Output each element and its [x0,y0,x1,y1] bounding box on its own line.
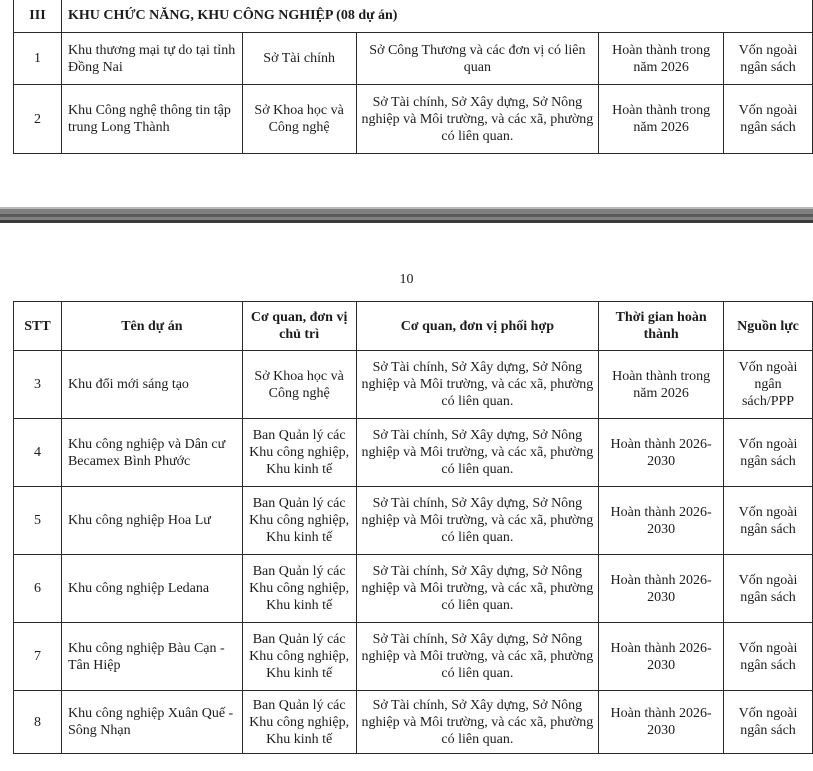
table-header-row [14,302,813,351]
header-name: Tên dự án [61,302,242,351]
cell-coop: Sở Tài chính, Sở Xây dựng, Sở Nông nghiệp và Môi trường, và các xã, phường có liên quan. [356,555,599,623]
cell-stt: 4 [14,419,62,487]
cell-lead: Ban Quản lý các Khu công nghiệp, Khu kinh tế [242,555,356,623]
header-coop: Cơ quan, đơn vị phối hợp [356,302,599,351]
cell-stt: 1 [14,33,62,85]
table-row [14,419,813,487]
cell-name: Khu công nghiệp Bàu Cạn - Tân Hiệp [61,623,242,691]
section-title: KHU CHỨC NĂNG, KHU CÔNG NGHIỆP (08 dự án) [61,0,812,33]
header-lead: Cơ quan, đơn vị chủ trì [242,302,356,351]
cell-coop: Sở Tài chính, Sở Xây dựng, Sở Nông nghiệp và Môi trường, và các xã, phường có liên quan. [356,85,599,154]
table-row [14,351,813,419]
cell-coop: Sở Tài chính, Sở Xây dựng, Sở Nông nghiệp và Môi trường, và các xã, phường có liên quan. [356,351,599,419]
cell-coop: Sở Tài chính, Sở Xây dựng, Sở Nông nghiệp và Môi trường, và các xã, phường có liên quan. [356,691,599,754]
header-resource: Nguồn lực [724,302,813,351]
cell-coop: Sở Tài chính, Sở Xây dựng, Sở Nông nghiệp và Môi trường, và các xã, phường có liên quan. [356,623,599,691]
cell-time: Hoàn thành 2026-2030 [599,555,724,623]
table-row [14,487,813,555]
header-stt: STT [14,302,62,351]
cell-lead: Sở Khoa học và Công nghệ [242,351,356,419]
cell-resource: Vốn ngoài ngân sách [724,623,813,691]
cell-resource: Vốn ngoài ngân sách [724,555,813,623]
page-separator [0,207,813,223]
cell-stt: 8 [14,691,62,754]
cell-lead: Ban Quản lý các Khu công nghiệp, Khu kinh tế [242,623,356,691]
cell-name: Khu Công nghệ thông tin tập trung Long Thành [61,85,242,154]
section-header-row [14,0,813,33]
cell-time: Hoàn thành trong năm 2026 [599,351,724,419]
cell-stt: 7 [14,623,62,691]
cell-resource: Vốn ngoài ngân sách [724,85,813,154]
cell-name: Khu công nghiệp Ledana [61,555,242,623]
cell-time: Hoàn thành 2026-2030 [599,487,724,555]
cell-resource: Vốn ngoài ngân sách/PPP [724,351,813,419]
project-table [13,301,813,754]
table-header [14,302,813,351]
cell-time: Hoàn thành trong năm 2026 [599,33,724,85]
table-row [14,623,813,691]
cell-lead: Sở Khoa học và Công nghệ [242,85,356,154]
cell-lead: Ban Quản lý các Khu công nghiệp, Khu kinh tế [242,691,356,754]
cell-time: Hoàn thành 2026-2030 [599,691,724,754]
cell-name: Khu đổi mới sáng tạo [61,351,242,419]
cell-time: Hoàn thành trong năm 2026 [599,85,724,154]
table-body [14,351,813,754]
cell-time: Hoàn thành 2026-2030 [599,623,724,691]
cell-name: Khu công nghiệp Hoa Lư [61,487,242,555]
cell-name: Khu thương mại tự do tại tỉnh Đồng Nai [61,33,242,85]
cell-stt: 5 [14,487,62,555]
top-table [13,0,813,154]
cell-stt: 2 [14,85,62,154]
cell-stt: 6 [14,555,62,623]
cell-time: Hoàn thành 2026-2030 [599,419,724,487]
cell-resource: Vốn ngoài ngân sách [724,33,813,85]
cell-resource: Vốn ngoài ngân sách [724,691,813,754]
cell-resource: Vốn ngoài ngân sách [724,487,813,555]
cell-coop: Sở Tài chính, Sở Xây dựng, Sở Nông nghiệp và Môi trường, và các xã, phường có liên quan. [356,487,599,555]
top-table-body [14,0,813,154]
table-row [14,691,813,754]
table-row [14,85,813,154]
cell-name: Khu công nghiệp Xuân Quế - Sông Nhạn [61,691,242,754]
cell-lead: Ban Quản lý các Khu công nghiệp, Khu kinh tế [242,487,356,555]
page-number: 10 [399,272,414,287]
header-time: Thời gian hoàn thành [599,302,724,351]
cell-coop: Sở Tài chính, Sở Xây dựng, Sở Nông nghiệp và Môi trường, và các xã, phường có liên quan. [356,419,599,487]
cell-coop: Sở Công Thương và các đơn vị có liên quan [356,33,599,85]
section-number: III [14,0,62,33]
cell-lead: Ban Quản lý các Khu công nghiệp, Khu kinh tế [242,419,356,487]
table-row [14,33,813,85]
cell-name: Khu công nghiệp và Dân cư Becamex Bình Phước [61,419,242,487]
cell-lead: Sở Tài chính [242,33,356,85]
cell-stt: 3 [14,351,62,419]
cell-resource: Vốn ngoài ngân sách [724,419,813,487]
table-row [14,555,813,623]
